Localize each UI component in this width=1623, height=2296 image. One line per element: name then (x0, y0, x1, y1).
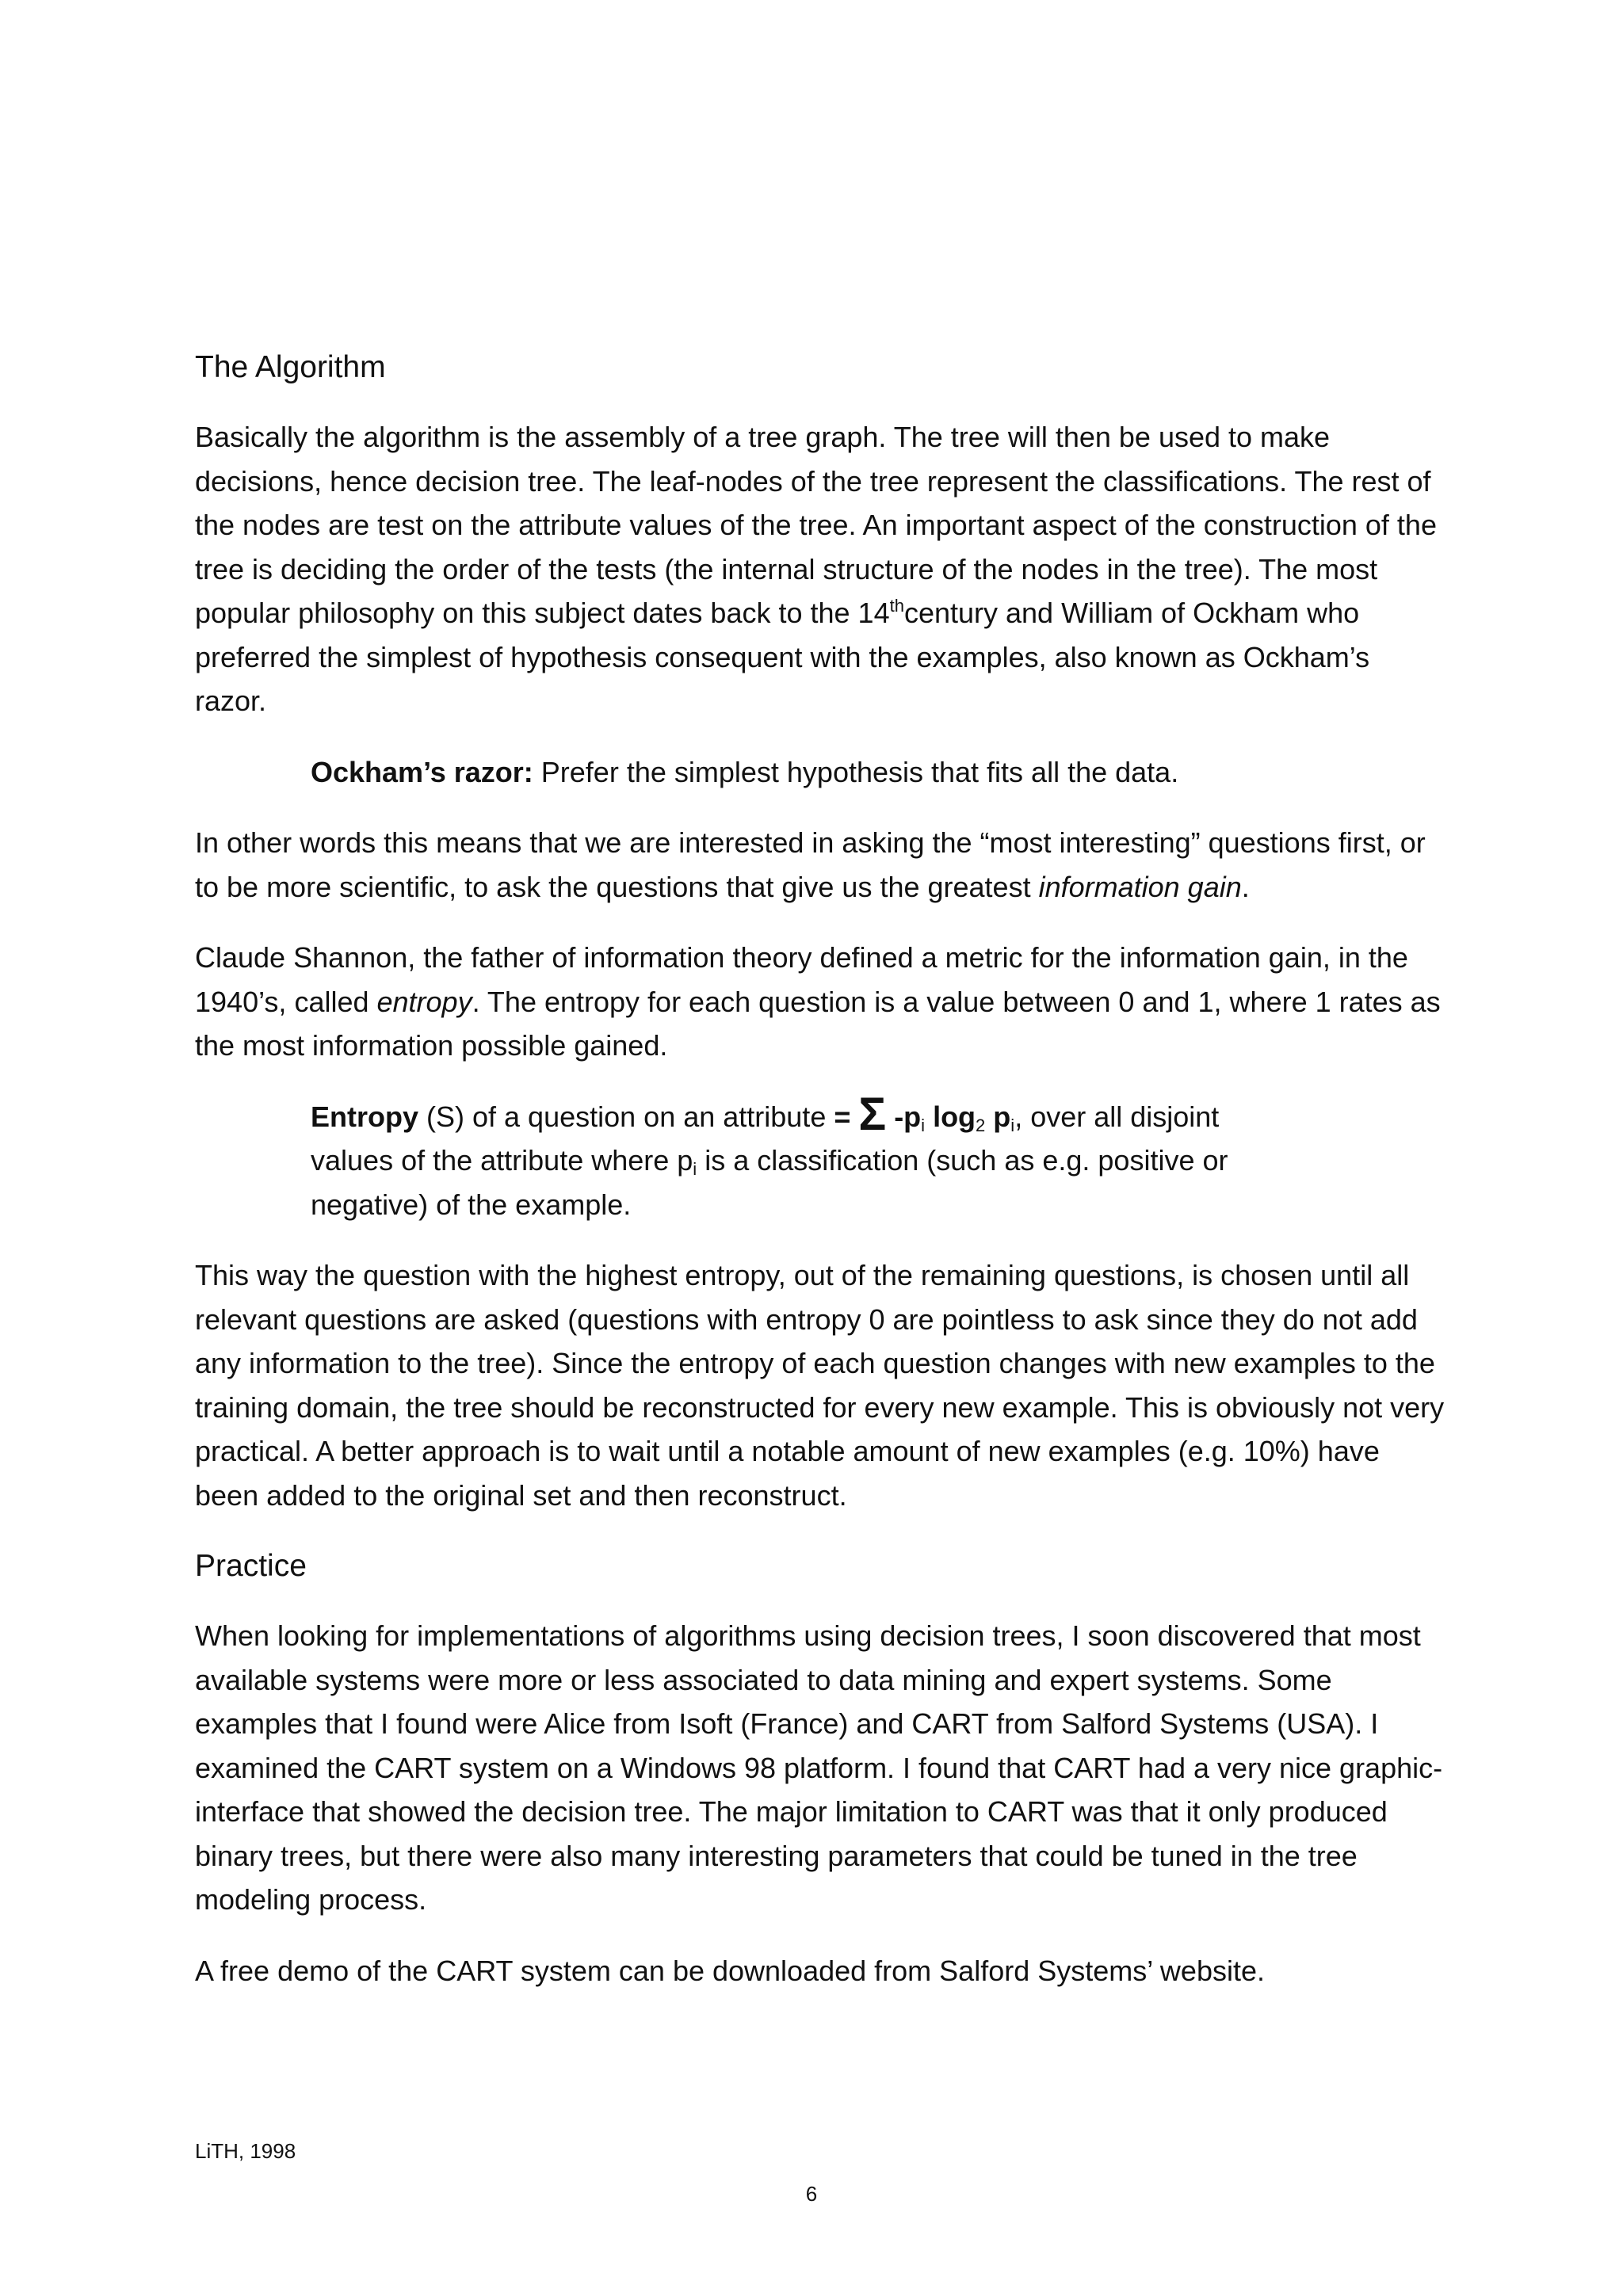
algorithm-paragraph-3-text-a: Claude Shannon, the father of information theory defined a metric for the information gain, in the 1940’s, called (195, 941, 1408, 1018)
practice-paragraph-1: When looking for implementations of algorithms using decision trees, I soon discovered that most available systems were more or less associated to data mining and expert systems. Some examples that I found were Alice from Isoft (France) and CART from Salford Systems (USA). I examined the CART system on a Windows 98 platform. I found that CART had a very nice graphic-interface that showed the decision tree. The major limitation to CART was that it only produced binary trees, but there were also many interesting parameters that could be tuned in the tree modeling process. (195, 1619, 1443, 1916)
classification-subscript-i: i (693, 1159, 697, 1179)
formula-subscript-2: 2 (976, 1115, 986, 1135)
page-number: 6 (805, 2182, 818, 2206)
algorithm-paragraph-2-text-b: . (1241, 870, 1250, 903)
formula-minus-p: -p (886, 1100, 922, 1133)
ordinal-superscript: th (889, 596, 904, 616)
page-content (195, 345, 1447, 2019)
entropy-term: entropy (376, 985, 472, 1018)
algorithm-paragraph-1-text-a: Basically the algorithm is the assembly of a tree graph. The tree will then be used to make decisions, hence decision tree. The leaf-nodes of the tree represent the classifications. The rest of the nodes are test on the attribute values of the tree. An important aspect of the construction of the tree is deciding the order of the tests (the internal structure of the nodes in the tree). The most popular philosophy on this subject dates back to the 14 (195, 421, 1437, 629)
algorithm-paragraph-3-text-b: . The entropy for each question is a value between 0 and 1, where 1 rates as the most information possible gained. (195, 985, 1441, 1062)
section-heading-practice: Practice (195, 1549, 307, 1583)
formula-subscript-i: i (921, 1115, 926, 1135)
algorithm-paragraph-1-text-b: century and William of Ockham who preferred the simplest of hypothesis consequent with the examples, also known as Ockham’s razor. (195, 597, 1370, 717)
algorithm-paragraph-2 (195, 821, 1447, 909)
section-heading-algorithm: The Algorithm (195, 350, 386, 384)
ockham-razor-definition (311, 750, 1365, 795)
formula-p: p (985, 1100, 1011, 1133)
sigma-symbol: Σ (858, 1088, 887, 1140)
ockham-razor-label: Ockham’s razor: (311, 755, 533, 788)
equals-sign: = (834, 1100, 859, 1133)
formula-subscript-i-2: i (1010, 1115, 1015, 1135)
entropy-text-3: is a classification (such as e.g. positive or negative) of the example. (311, 1144, 1228, 1221)
ockham-razor-text: Prefer the simplest hypothesis that fits all the data. (533, 755, 1179, 788)
formula-log: log (925, 1100, 976, 1133)
footer-institution-year: LiTH, 1998 (195, 2139, 296, 2163)
entropy-text-1: (S) of a question on an attribute (418, 1100, 834, 1133)
algorithm-paragraph-2-text-a: In other words this means that we are interested in asking the “most interesting” questions first, or to be more scientific, to ask the questions that give us the greatest (195, 826, 1426, 903)
information-gain-term: information gain (1038, 870, 1242, 903)
algorithm-paragraph-4: This way the question with the highest entropy, out of the remaining questions, is chosen until all relevant questions are asked (questions with entropy 0 are pointless to ask since they do not add any information to the tree). Since the entropy of each question changes with new examples to the training domain, the tree should be reconstructed for every new example. This is obviously not very practical. A better approach is to wait until a notable amount of new examples (e.g. 10%) have been added to the original set and then reconstruct. (195, 1259, 1445, 1512)
algorithm-paragraph-3 (195, 936, 1447, 1068)
practice-paragraph-2: A free demo of the CART system can be downloaded from Salford Systems’ website. (195, 1954, 1265, 1987)
entropy-text-2: , over all disjoint values of the attribute where p (311, 1100, 1220, 1177)
entropy-definition (311, 1088, 1293, 1227)
entropy-label: Entropy (311, 1100, 419, 1133)
algorithm-paragraph-1 (195, 415, 1447, 723)
